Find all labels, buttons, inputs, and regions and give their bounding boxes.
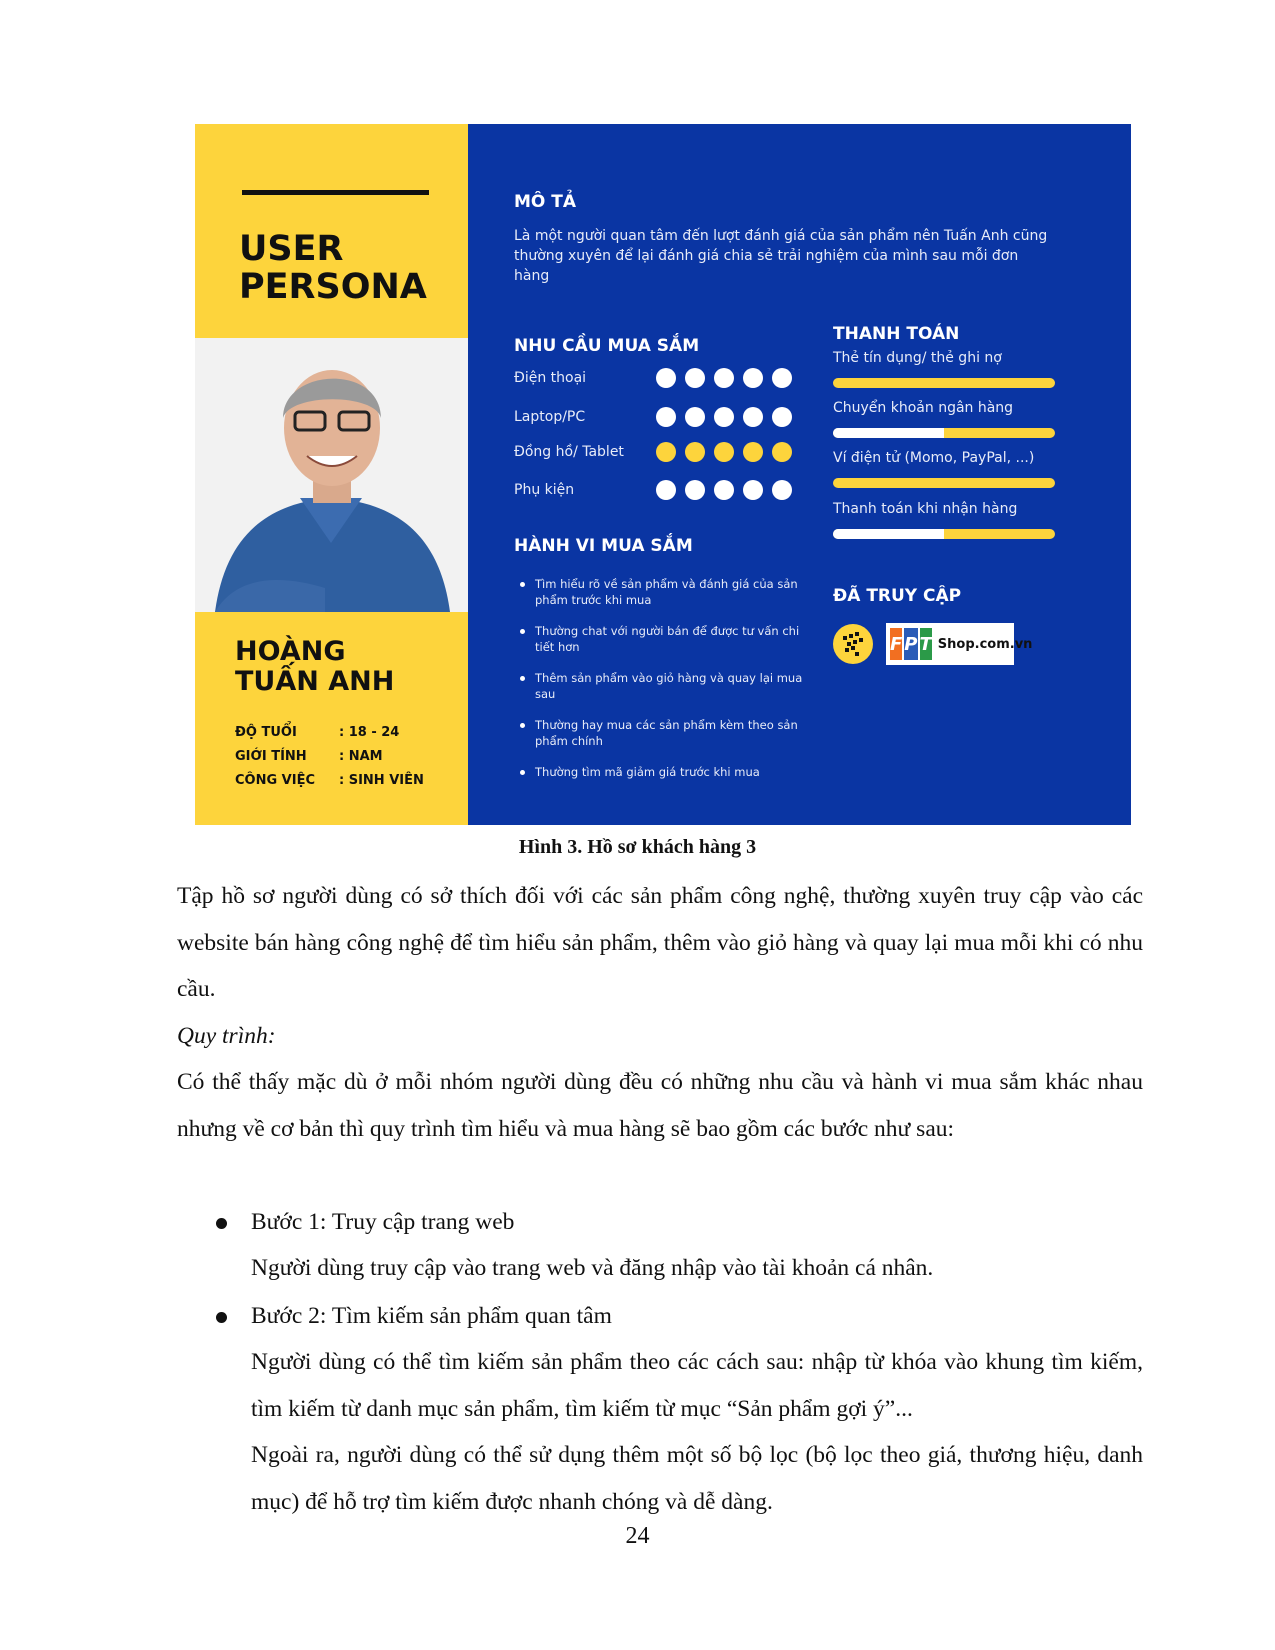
behavior-item: Thêm sản phẩm vào giỏ hàng và quay lại mua sau: [520, 670, 820, 717]
payment-bar-fill: [833, 529, 944, 539]
rating-dot: [656, 480, 676, 500]
need-row: [514, 442, 792, 462]
rating-dots: [656, 480, 792, 500]
payment-label: Ví điện tử (Momo, PayPal, ...): [833, 450, 1035, 466]
bullet-dot: [216, 1218, 227, 1229]
rating-dot: [656, 368, 676, 388]
persona-name-text: HOÀNG TUẤN ANH: [235, 636, 395, 697]
payment-bar: [833, 378, 1055, 388]
need-label: Đồng hồ/ Tablet: [514, 444, 624, 460]
fpt-shop-text: Shop.com.vn: [937, 636, 1033, 652]
info-value: : 18 - 24: [339, 724, 400, 740]
behavior-list: [520, 576, 820, 784]
rating-dot: [714, 442, 734, 462]
info-row-age: [235, 720, 424, 744]
info-value: : SINH VIÊN: [339, 772, 424, 788]
payment-label: Thanh toán khi nhận hàng: [833, 501, 1018, 517]
info-key: GIỚI TÍNH: [235, 748, 307, 764]
step2-body1: Người dùng có thể tìm kiếm sản phẩm theo các cách sau: nhập từ khóa vào khung tìm kiếm, tìm kiếm từ danh mục sản phẩm, tìm kiếm từ mục “Sản phẩm gợi ý”...: [251, 1349, 1143, 1422]
payment-item: [833, 501, 1055, 539]
running-man-logo: [833, 624, 873, 664]
rating-dot: [714, 407, 734, 427]
person-photo: [195, 338, 468, 612]
payment-label: Thẻ tín dụng/ thẻ ghi nợ: [833, 350, 1002, 366]
rating-dot: [714, 480, 734, 500]
payment-bar-fill: [833, 428, 944, 438]
info-key: ĐỘ TUỔI: [235, 724, 297, 740]
rating-dot: [772, 368, 792, 388]
step2-title: Bước 2: Tìm kiếm sản phẩm quan tâm: [251, 1303, 612, 1329]
payment-bar: [833, 529, 1055, 539]
rating-dot: [772, 407, 792, 427]
rating-dots: [656, 368, 792, 388]
persona-info: [235, 720, 424, 792]
need-row: [514, 368, 792, 388]
payment-bar: [833, 428, 1055, 438]
needs-title: NHU CẦU MUA SẮM: [514, 336, 700, 356]
rating-dots: [656, 407, 792, 427]
process-intro: Có thể thấy mặc dù ở mỗi nhóm người dùng đều có những nhu cầu và hành vi mua sắm khác nhau nhưng về cơ bản thì quy trình tìm hiểu và mua hàng sẽ bao gồm các bước như sau:: [177, 1069, 1143, 1142]
desc-text: Là một người quan tâm đến lượt đánh giá của sản phẩm nên Tuấn Anh cũng thường xuyên để lại đánh giá chia sẻ trải nghiệm của mình sau mỗi đơn hàng: [514, 228, 1048, 284]
header-rule: [242, 190, 429, 195]
need-row: [514, 480, 792, 500]
user-persona-card: [195, 124, 1131, 825]
need-label: Laptop/PC: [514, 409, 586, 425]
behavior-item: Thường tìm mã giảm giá trước khi mua: [520, 764, 820, 784]
payment-item: [833, 350, 1055, 388]
rating-dot: [743, 368, 763, 388]
process-heading: Quy trình:: [177, 1023, 276, 1049]
fpt-shop-logo: [886, 623, 1033, 665]
rating-dot: [772, 442, 792, 462]
step2-body2: Ngoài ra, người dùng có thể sử dụng thêm một số bộ lọc (bộ lọc theo giá, thương hiệu, danh mục) để hỗ trợ tìm kiếm được nhanh chóng và dễ dàng.: [251, 1442, 1143, 1515]
persona-header: USER PERSONA: [239, 229, 427, 307]
rating-dot: [685, 442, 705, 462]
fpt-letter: F: [890, 628, 902, 660]
behavior-item: Thường hay mua các sản phẩm kèm theo sản phẩm chính: [520, 717, 820, 764]
rating-dot: [743, 442, 763, 462]
payment-title: THANH TOÁN: [833, 324, 960, 344]
visited-title: ĐÃ TRUY CẬP: [833, 586, 962, 606]
fpt-letter: T: [920, 628, 932, 660]
fpt-letter: P: [904, 628, 917, 660]
figure-caption: Hình 3. Hồ sơ khách hàng 3: [518, 836, 757, 858]
persona-left-panel: [195, 124, 468, 825]
bullet-dot: [216, 1312, 227, 1323]
rating-dots: [656, 442, 792, 462]
payment-item: [833, 400, 1055, 438]
rating-dot: [743, 407, 763, 427]
persona-name: [235, 637, 415, 697]
rating-dot: [685, 480, 705, 500]
info-row-gender: [235, 744, 424, 768]
payment-label: Chuyển khoản ngân hàng: [833, 400, 1014, 416]
behavior-title: HÀNH VI MUA SẮM: [514, 536, 693, 556]
rating-dot: [656, 407, 676, 427]
behavior-item: Thường chat với người bán để được tư vấn chi tiết hơn: [520, 623, 820, 670]
desc-title: MÔ TẢ: [514, 192, 577, 212]
rating-dot: [772, 480, 792, 500]
need-row: [514, 407, 792, 427]
rating-dot: [714, 368, 734, 388]
step1-body: Người dùng truy cập vào trang web và đăng nhập vào tài khoản cá nhân.: [251, 1255, 934, 1281]
payment-bar: [833, 478, 1055, 488]
info-key: CÔNG VIỆC: [235, 772, 315, 788]
info-value: : NAM: [339, 748, 383, 764]
behavior-item: Tìm hiểu rõ về sản phẩm và đánh giá của sản phẩm trước khi mua: [520, 576, 820, 623]
payment-item: [833, 450, 1055, 488]
rating-dot: [685, 407, 705, 427]
rating-dot: [685, 368, 705, 388]
need-label: Điện thoại: [514, 370, 587, 386]
rating-dot: [656, 442, 676, 462]
step1-title: Bước 1: Truy cập trang web: [251, 1209, 515, 1235]
persona-right-panel: [468, 124, 1131, 825]
page-number: 24: [625, 1523, 650, 1549]
rating-dot: [743, 480, 763, 500]
need-label: Phụ kiện: [514, 482, 575, 498]
info-row-job: [235, 768, 424, 792]
intro-paragraph: Tập hồ sơ người dùng có sở thích đối với các sản phẩm công nghệ, thường xuyên truy cập vào các website bán hàng công nghệ để tìm hiểu sản phẩm, thêm vào giỏ hàng và quay lại mua mỗi khi có nhu cầu.: [177, 883, 1143, 1002]
